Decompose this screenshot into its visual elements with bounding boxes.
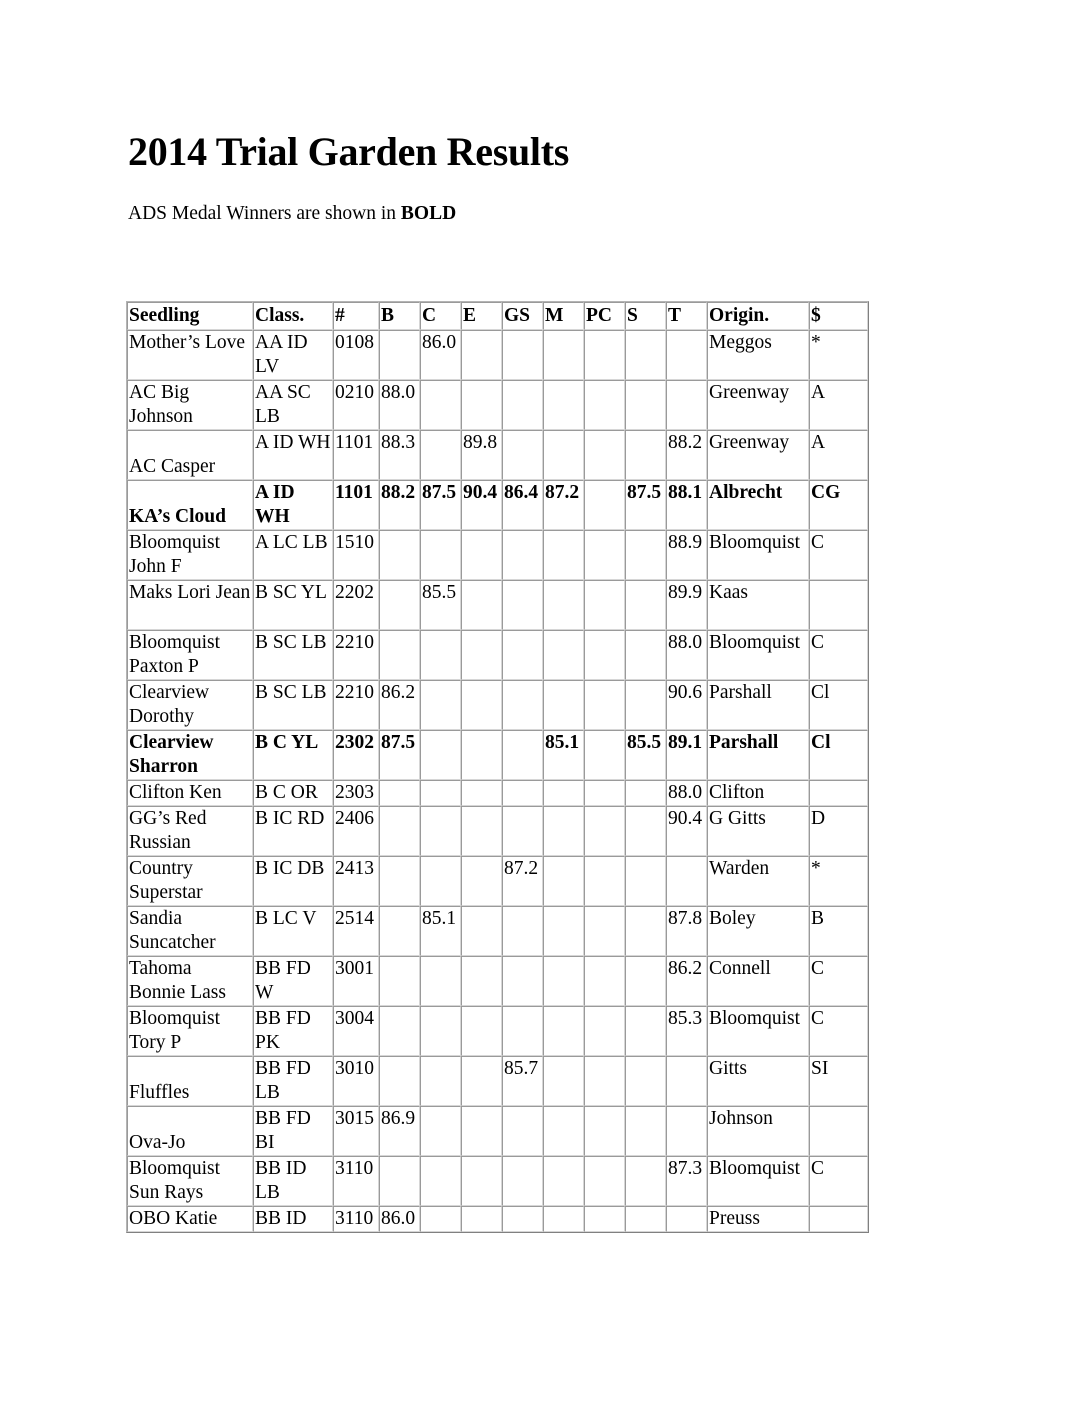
table-cell [584, 730, 625, 780]
table-row [127, 380, 868, 430]
table-cell [461, 1056, 502, 1106]
table-cell: BB FD LB [253, 1056, 333, 1106]
table-cell: C [809, 1006, 868, 1056]
table-cell: Bloomquist [707, 630, 809, 680]
subtitle-bold: BOLD [400, 203, 457, 224]
table-cell [461, 730, 502, 780]
table-cell [809, 580, 868, 630]
table-row [127, 856, 868, 906]
table-cell [502, 1106, 543, 1156]
table-cell: BB ID [253, 1206, 333, 1232]
table-cell: 87.2 [543, 480, 584, 530]
table-row [127, 1056, 868, 1106]
table-cell: 88.1 [666, 480, 707, 530]
table-cell [543, 856, 584, 906]
header-cell: $ [809, 302, 868, 330]
table-cell [420, 1206, 461, 1232]
table-cell [625, 430, 666, 480]
table-cell: * [809, 856, 868, 906]
table-cell: 85.7 [502, 1056, 543, 1106]
table-row [127, 580, 868, 630]
table-cell [625, 856, 666, 906]
header-cell: M [543, 302, 584, 330]
table-cell: 2302 [333, 730, 379, 780]
table-cell [420, 730, 461, 780]
table-cell [543, 1056, 584, 1106]
table-row [127, 1006, 868, 1056]
table-cell: 86.2 [666, 956, 707, 1006]
table-cell: 2303 [333, 780, 379, 806]
table-cell [809, 1106, 868, 1156]
table-cell [461, 580, 502, 630]
table-cell: B IC RD [253, 806, 333, 856]
table-cell: Warden [707, 856, 809, 906]
table-cell [625, 1106, 666, 1156]
table-cell [625, 806, 666, 856]
table-cell: A [809, 430, 868, 480]
table-cell: Bloomquist Sun Rays [127, 1156, 253, 1206]
table-cell [461, 1156, 502, 1206]
table-cell [584, 330, 625, 380]
table-cell [502, 806, 543, 856]
table-cell [666, 1106, 707, 1156]
table-cell: AA SC LB [253, 380, 333, 430]
header-cell: B [379, 302, 420, 330]
table-cell: Cl [809, 680, 868, 730]
table-cell [461, 1106, 502, 1156]
table-cell: Tahoma Bonnie Lass [127, 956, 253, 1006]
table-cell: 89.9 [666, 580, 707, 630]
table-cell: 2210 [333, 680, 379, 730]
table-cell: Bloomquist [707, 1156, 809, 1206]
table-cell: 3015 [333, 1106, 379, 1156]
table-cell: B SC LB [253, 630, 333, 680]
table-cell: Gitts [707, 1056, 809, 1106]
table-cell [379, 956, 420, 1006]
table-cell [625, 956, 666, 1006]
table-cell: B C OR [253, 780, 333, 806]
table-cell [543, 956, 584, 1006]
table-cell: 89.1 [666, 730, 707, 780]
table-cell [543, 530, 584, 580]
table-cell [584, 1106, 625, 1156]
table-cell [543, 1006, 584, 1056]
table-row [127, 1106, 868, 1156]
table-cell: 90.4 [461, 480, 502, 530]
table-cell [420, 806, 461, 856]
table-cell [543, 1106, 584, 1156]
table-cell [461, 906, 502, 956]
table-cell: CG [809, 480, 868, 530]
table-row [127, 330, 868, 380]
table-cell [461, 680, 502, 730]
table-cell: 87.3 [666, 1156, 707, 1206]
table-cell: Preuss [707, 1206, 809, 1232]
table-cell [625, 780, 666, 806]
table-cell: BB FD BI [253, 1106, 333, 1156]
page-title: 2014 Trial Garden Results [128, 129, 570, 174]
table-cell: 3010 [333, 1056, 379, 1106]
table-cell: 87.5 [379, 730, 420, 780]
table-cell: B [809, 906, 868, 956]
table-cell [584, 1006, 625, 1056]
table-cell [584, 780, 625, 806]
table-cell: Bloomquist Paxton P [127, 630, 253, 680]
table-cell: 90.6 [666, 680, 707, 730]
table-cell: 0108 [333, 330, 379, 380]
table-cell: BB FD W [253, 956, 333, 1006]
table-cell: 3110 [333, 1156, 379, 1206]
table-cell [625, 680, 666, 730]
table-row [127, 430, 868, 480]
table-cell [461, 856, 502, 906]
table-cell [625, 1206, 666, 1232]
table-cell [379, 530, 420, 580]
header-cell: T [666, 302, 707, 330]
table-cell [543, 330, 584, 380]
table-cell [543, 430, 584, 480]
table-cell: 1510 [333, 530, 379, 580]
table-cell: 88.0 [666, 780, 707, 806]
header-cell: Seedling [127, 302, 253, 330]
table-cell [502, 530, 543, 580]
table-cell [502, 1206, 543, 1232]
table-cell [584, 630, 625, 680]
table-cell: 1101 [333, 480, 379, 530]
table-cell: Boley [707, 906, 809, 956]
table-cell [543, 806, 584, 856]
table-cell [666, 1056, 707, 1106]
table-row [127, 630, 868, 680]
table-row [127, 956, 868, 1006]
table-cell [543, 1206, 584, 1232]
header-cell: PC [584, 302, 625, 330]
table-cell [502, 730, 543, 780]
table-cell: A ID WH [253, 430, 333, 480]
table-cell: 86.0 [420, 330, 461, 380]
header-cell: # [333, 302, 379, 330]
table-cell [461, 330, 502, 380]
table-cell [502, 1006, 543, 1056]
header-cell: E [461, 302, 502, 330]
table-cell [502, 956, 543, 1006]
table-cell: B SC YL [253, 580, 333, 630]
table-cell [379, 330, 420, 380]
table-cell [666, 330, 707, 380]
table-cell: C [809, 956, 868, 1006]
table-cell [461, 1206, 502, 1232]
table-cell: Sandia Suncatcher [127, 906, 253, 956]
table-row [127, 806, 868, 856]
table-cell: 87.8 [666, 906, 707, 956]
table-cell: 88.0 [666, 630, 707, 680]
table-cell: 87.2 [502, 856, 543, 906]
table-cell [666, 380, 707, 430]
table-cell [461, 630, 502, 680]
table-cell: Fluffles [127, 1056, 253, 1106]
table-cell [420, 630, 461, 680]
table-cell: B SC LB [253, 680, 333, 730]
table-cell: 3004 [333, 1006, 379, 1056]
table-cell: Bloomquist [707, 530, 809, 580]
table-cell: D [809, 806, 868, 856]
table-cell: Johnson [707, 1106, 809, 1156]
table-cell [666, 1206, 707, 1232]
table-cell [502, 1156, 543, 1206]
table-cell [625, 1056, 666, 1106]
table-cell: B LC V [253, 906, 333, 956]
table-cell: BB FD PK [253, 1006, 333, 1056]
table-cell [379, 1006, 420, 1056]
table-cell: C [809, 1156, 868, 1206]
table-cell: Cl [809, 730, 868, 780]
table-cell [420, 780, 461, 806]
table-cell [420, 1106, 461, 1156]
table-cell: SI [809, 1056, 868, 1106]
table-cell: Ova-Jo [127, 1106, 253, 1156]
table-cell [543, 906, 584, 956]
table-cell [625, 906, 666, 956]
table-cell: AC Big Johnson [127, 380, 253, 430]
table-cell [502, 780, 543, 806]
table-cell: 88.3 [379, 430, 420, 480]
table-cell [461, 1006, 502, 1056]
table-cell: Bloomquist Tory P [127, 1006, 253, 1056]
table-cell [461, 780, 502, 806]
table-cell: Meggos [707, 330, 809, 380]
table-cell [502, 330, 543, 380]
table-cell: G Gitts [707, 806, 809, 856]
table-cell: 87.5 [625, 480, 666, 530]
table-cell: 85.1 [420, 906, 461, 956]
table-cell: 88.0 [379, 380, 420, 430]
table-cell: 90.4 [666, 806, 707, 856]
table-row [127, 1156, 868, 1206]
table-cell [625, 1156, 666, 1206]
table-cell [584, 480, 625, 530]
table-cell [625, 1006, 666, 1056]
subtitle-text: ADS Medal Winners are shown in [128, 203, 401, 224]
table-cell: Parshall [707, 680, 809, 730]
table-cell [502, 906, 543, 956]
table-cell: Maks Lori Jean [127, 580, 253, 630]
table-cell: 85.5 [420, 580, 461, 630]
table-cell [502, 630, 543, 680]
table-cell [502, 380, 543, 430]
table-cell: A LC LB [253, 530, 333, 580]
table-cell [420, 1156, 461, 1206]
table-cell: 88.2 [379, 480, 420, 530]
results-body [127, 330, 868, 1232]
table-cell [379, 1056, 420, 1106]
table-cell [666, 856, 707, 906]
header-cell: C [420, 302, 461, 330]
table-cell [584, 580, 625, 630]
table-cell [420, 1056, 461, 1106]
table-cell: C [809, 630, 868, 680]
table-cell [502, 680, 543, 730]
table-cell: Bloomquist [707, 1006, 809, 1056]
table-cell [584, 1156, 625, 1206]
table-cell: 3110 [333, 1206, 379, 1232]
table-cell: 2406 [333, 806, 379, 856]
table-cell: OBO Katie [127, 1206, 253, 1232]
table-cell [584, 1206, 625, 1232]
table-cell: 88.9 [666, 530, 707, 580]
table-cell: Country Superstar [127, 856, 253, 906]
table-cell: 1101 [333, 430, 379, 480]
table-cell [420, 956, 461, 1006]
table-cell: 89.8 [461, 430, 502, 480]
table-cell: Mother’s Love [127, 330, 253, 380]
table-cell: 2413 [333, 856, 379, 906]
table-cell: KA’s Cloud [127, 480, 253, 530]
table-cell: GG’s Red Russian [127, 806, 253, 856]
table-cell: 88.2 [666, 430, 707, 480]
header-cell: GS [502, 302, 543, 330]
table-cell: Kaas [707, 580, 809, 630]
table-cell [584, 906, 625, 956]
table-cell: 2514 [333, 906, 379, 956]
header-cell: Origin. [707, 302, 809, 330]
table-cell [379, 1156, 420, 1206]
table-cell [420, 530, 461, 580]
table-cell: 2202 [333, 580, 379, 630]
table-cell [461, 806, 502, 856]
table-cell [584, 380, 625, 430]
table-cell: 0210 [333, 380, 379, 430]
table-cell: 86.0 [379, 1206, 420, 1232]
table-cell [584, 856, 625, 906]
table-cell: 2210 [333, 630, 379, 680]
table-cell [625, 530, 666, 580]
table-cell: A ID WH [253, 480, 333, 530]
table-row [127, 1206, 868, 1232]
table-cell: Greenway [707, 430, 809, 480]
table-cell [584, 430, 625, 480]
table-cell: * [809, 330, 868, 380]
table-cell [543, 680, 584, 730]
table-cell [420, 380, 461, 430]
table-cell [379, 780, 420, 806]
table-cell: 86.9 [379, 1106, 420, 1156]
table-cell: Clearview Sharron [127, 730, 253, 780]
table-cell [420, 1006, 461, 1056]
table-cell: 85.3 [666, 1006, 707, 1056]
table-cell [461, 380, 502, 430]
table-cell [584, 806, 625, 856]
table-cell: A [809, 380, 868, 430]
table-cell [379, 906, 420, 956]
table-cell [420, 856, 461, 906]
table-row [127, 480, 868, 530]
table-cell [379, 806, 420, 856]
table-cell [584, 530, 625, 580]
table-cell [379, 580, 420, 630]
table-cell [543, 580, 584, 630]
table-cell [625, 580, 666, 630]
table-cell [543, 780, 584, 806]
table-cell: 85.5 [625, 730, 666, 780]
table-cell: BB ID LB [253, 1156, 333, 1206]
table-cell [420, 430, 461, 480]
table-cell [584, 680, 625, 730]
table-cell: 85.1 [543, 730, 584, 780]
table-cell [584, 956, 625, 1006]
header-cell: S [625, 302, 666, 330]
table-row [127, 780, 868, 806]
table-cell: C [809, 530, 868, 580]
table-cell: AA ID LV [253, 330, 333, 380]
table-cell: 86.4 [502, 480, 543, 530]
table-cell [461, 530, 502, 580]
table-cell: Parshall [707, 730, 809, 780]
table-cell [379, 856, 420, 906]
table-cell [584, 1056, 625, 1106]
table-cell [625, 630, 666, 680]
table-cell: Bloomquist John F [127, 530, 253, 580]
table-cell: 87.5 [420, 480, 461, 530]
table-cell [625, 330, 666, 380]
table-cell [461, 956, 502, 1006]
table-cell [809, 780, 868, 806]
header-cell: Class. [253, 302, 333, 330]
table-cell [809, 1206, 868, 1232]
table-cell [379, 630, 420, 680]
results-table [126, 301, 869, 1233]
table-cell: Clearview Dorothy [127, 680, 253, 730]
table-cell: Clifton [707, 780, 809, 806]
table-row [127, 530, 868, 580]
table-cell [502, 580, 543, 630]
table-cell [625, 380, 666, 430]
table-cell: Connell [707, 956, 809, 1006]
table-cell: Clifton Ken [127, 780, 253, 806]
table-cell [420, 680, 461, 730]
table-row [127, 730, 868, 780]
table-row [127, 906, 868, 956]
table-cell: Greenway [707, 380, 809, 430]
table-cell: B IC DB [253, 856, 333, 906]
table-cell: B C YL [253, 730, 333, 780]
table-cell: Albrecht [707, 480, 809, 530]
table-cell [502, 430, 543, 480]
table-cell: AC Casper [127, 430, 253, 480]
table-cell [543, 380, 584, 430]
table-cell: 86.2 [379, 680, 420, 730]
table-cell: 3001 [333, 956, 379, 1006]
subtitle [128, 202, 456, 225]
table-row [127, 680, 868, 730]
header-row [127, 302, 868, 330]
table-cell [543, 1156, 584, 1206]
table-cell [543, 630, 584, 680]
